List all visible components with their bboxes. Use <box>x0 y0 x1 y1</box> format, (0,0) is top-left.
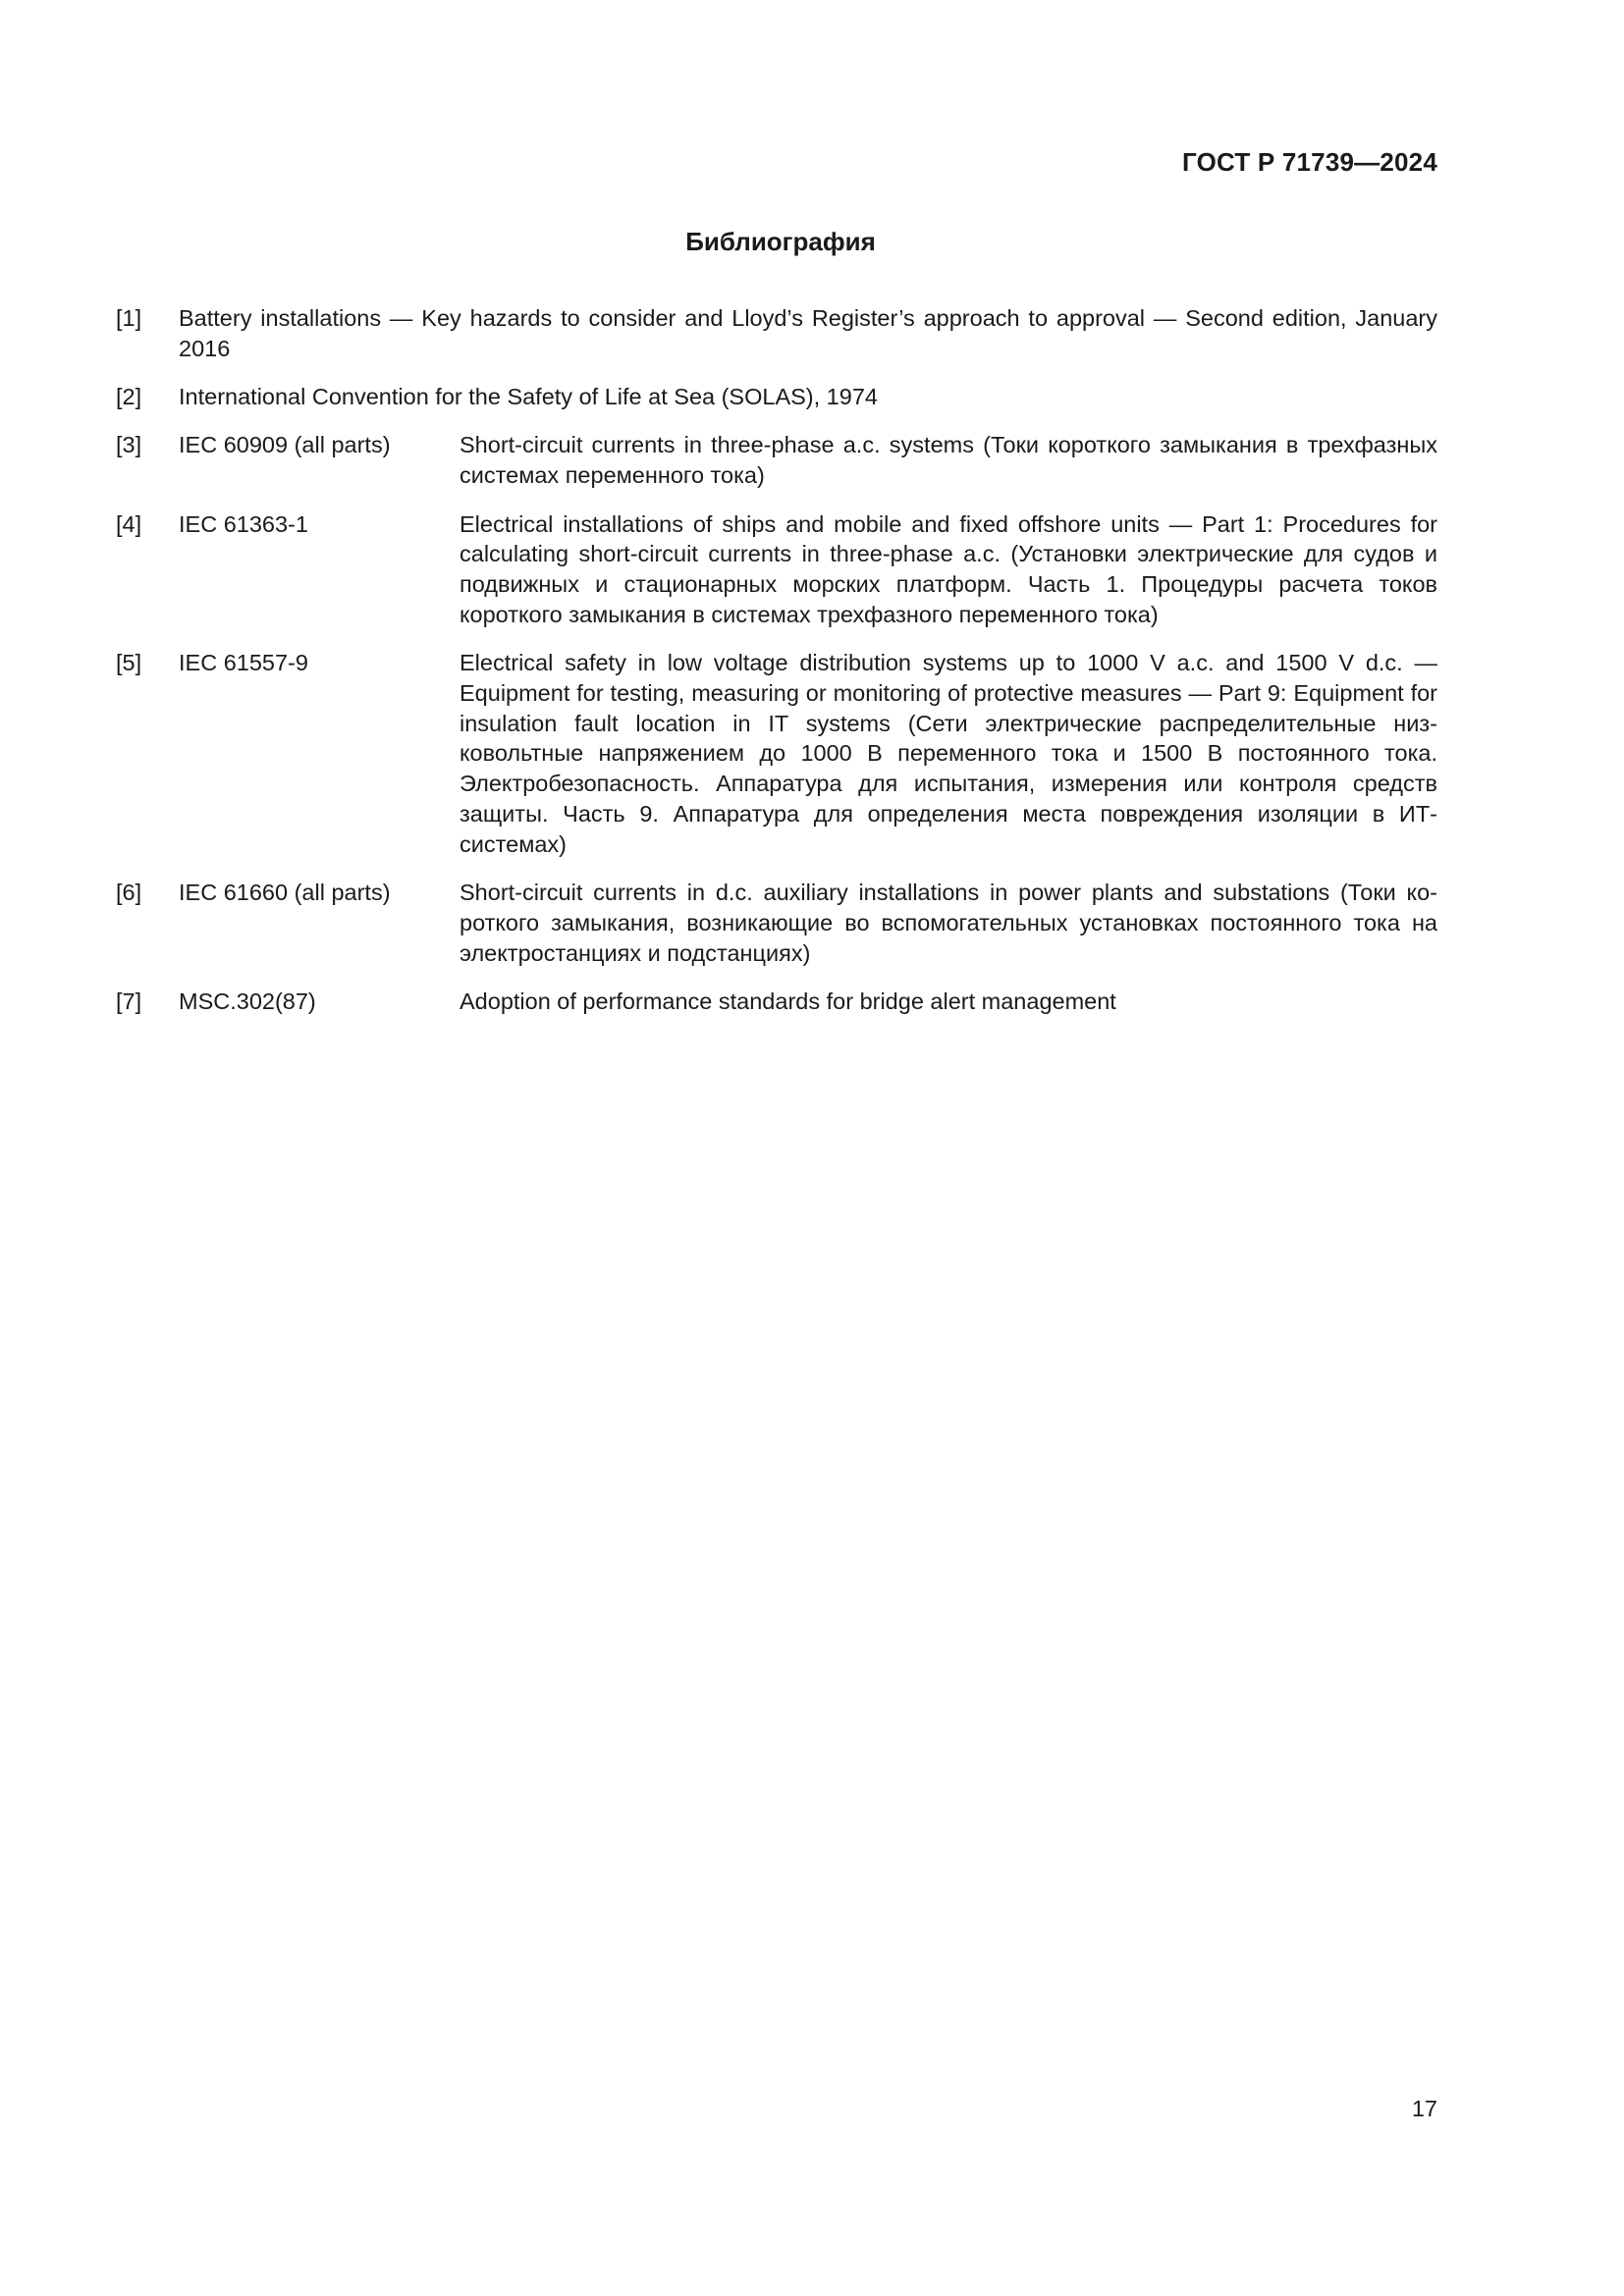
reference-number: [2] <box>116 384 142 410</box>
reference-code: IEC 60909 (all parts) <box>179 432 391 458</box>
reference-title: Electrical safety in low voltage distribution systems up to 1000 V a.c. and 1500 V d.c. — Equipment for testing, measuring or monitoring of protective measures — Part 9: Equipment for insulation fault location in IT systems (Сети электрические распределительные низковольтные напряжением до 1000 В переменного тока и 1500 В постоянного тока. Электробезопасность. Аппаратура для испытания, измерения или контроля средств защиты. Часть 9. Аппаратура для определения места повреждения изоляции в ИТ-системах) <box>460 650 1437 857</box>
page-number: 17 <box>1411 2096 1437 2121</box>
bibliography-entry <box>116 987 1437 1017</box>
bibliography-entry <box>116 878 1437 968</box>
reference-title: International Convention for the Safety of Life at Sea (SOLAS), 1974 <box>179 384 878 410</box>
reference-title: Short-circuit currents in three-phase a.c. systems (Токи короткого замыкания в трехфазных системах переменного тока) <box>460 432 1437 488</box>
reference-title: Electrical installations of ships and mobile and fixed offshore units — Part 1: Procedures for calculating short-circuit currents in three-phase a.c. (Установки электрические для судов и подвижных и стационарных морских платформ. Часть 1. Процедуры расчета токов короткого замыкания в системах трехфазного переменного тока) <box>460 510 1437 627</box>
reference-number: [4] <box>116 510 142 537</box>
reference-title: Battery installations — Key hazards to consider and Lloyd’s Register’s approach to approval — Second edition, January 2016 <box>179 305 1437 361</box>
reference-code: MSC.302(87) <box>179 988 316 1015</box>
reference-number: [1] <box>116 305 142 331</box>
reference-number: [6] <box>116 880 142 906</box>
document-id-header: ГОСТ Р 71739—2024 <box>1182 147 1437 177</box>
reference-number: [7] <box>116 988 142 1015</box>
bibliography-list <box>116 303 1437 1017</box>
reference-code: IEC 61557-9 <box>179 650 308 676</box>
reference-number: [5] <box>116 650 142 676</box>
reference-title: Short-circuit currents in d.c. auxiliary installations in power plants and substations (Токи короткого замыкания, возникающие во вспомогательных установках постоянного тока на электростанциях и подстанциях) <box>460 880 1437 966</box>
reference-title: Adoption of performance standards for bridge alert management <box>460 988 1116 1015</box>
bibliography-entry <box>116 430 1437 490</box>
reference-number: [3] <box>116 432 142 458</box>
section-title: Библиография <box>685 227 876 256</box>
bibliography-entry <box>116 382 1437 412</box>
bibliography-entry <box>116 648 1437 859</box>
bibliography-entry <box>116 509 1437 630</box>
reference-code: IEC 61660 (all parts) <box>179 880 391 906</box>
reference-code: IEC 61363-1 <box>179 510 308 537</box>
bibliography-entry <box>116 303 1437 363</box>
